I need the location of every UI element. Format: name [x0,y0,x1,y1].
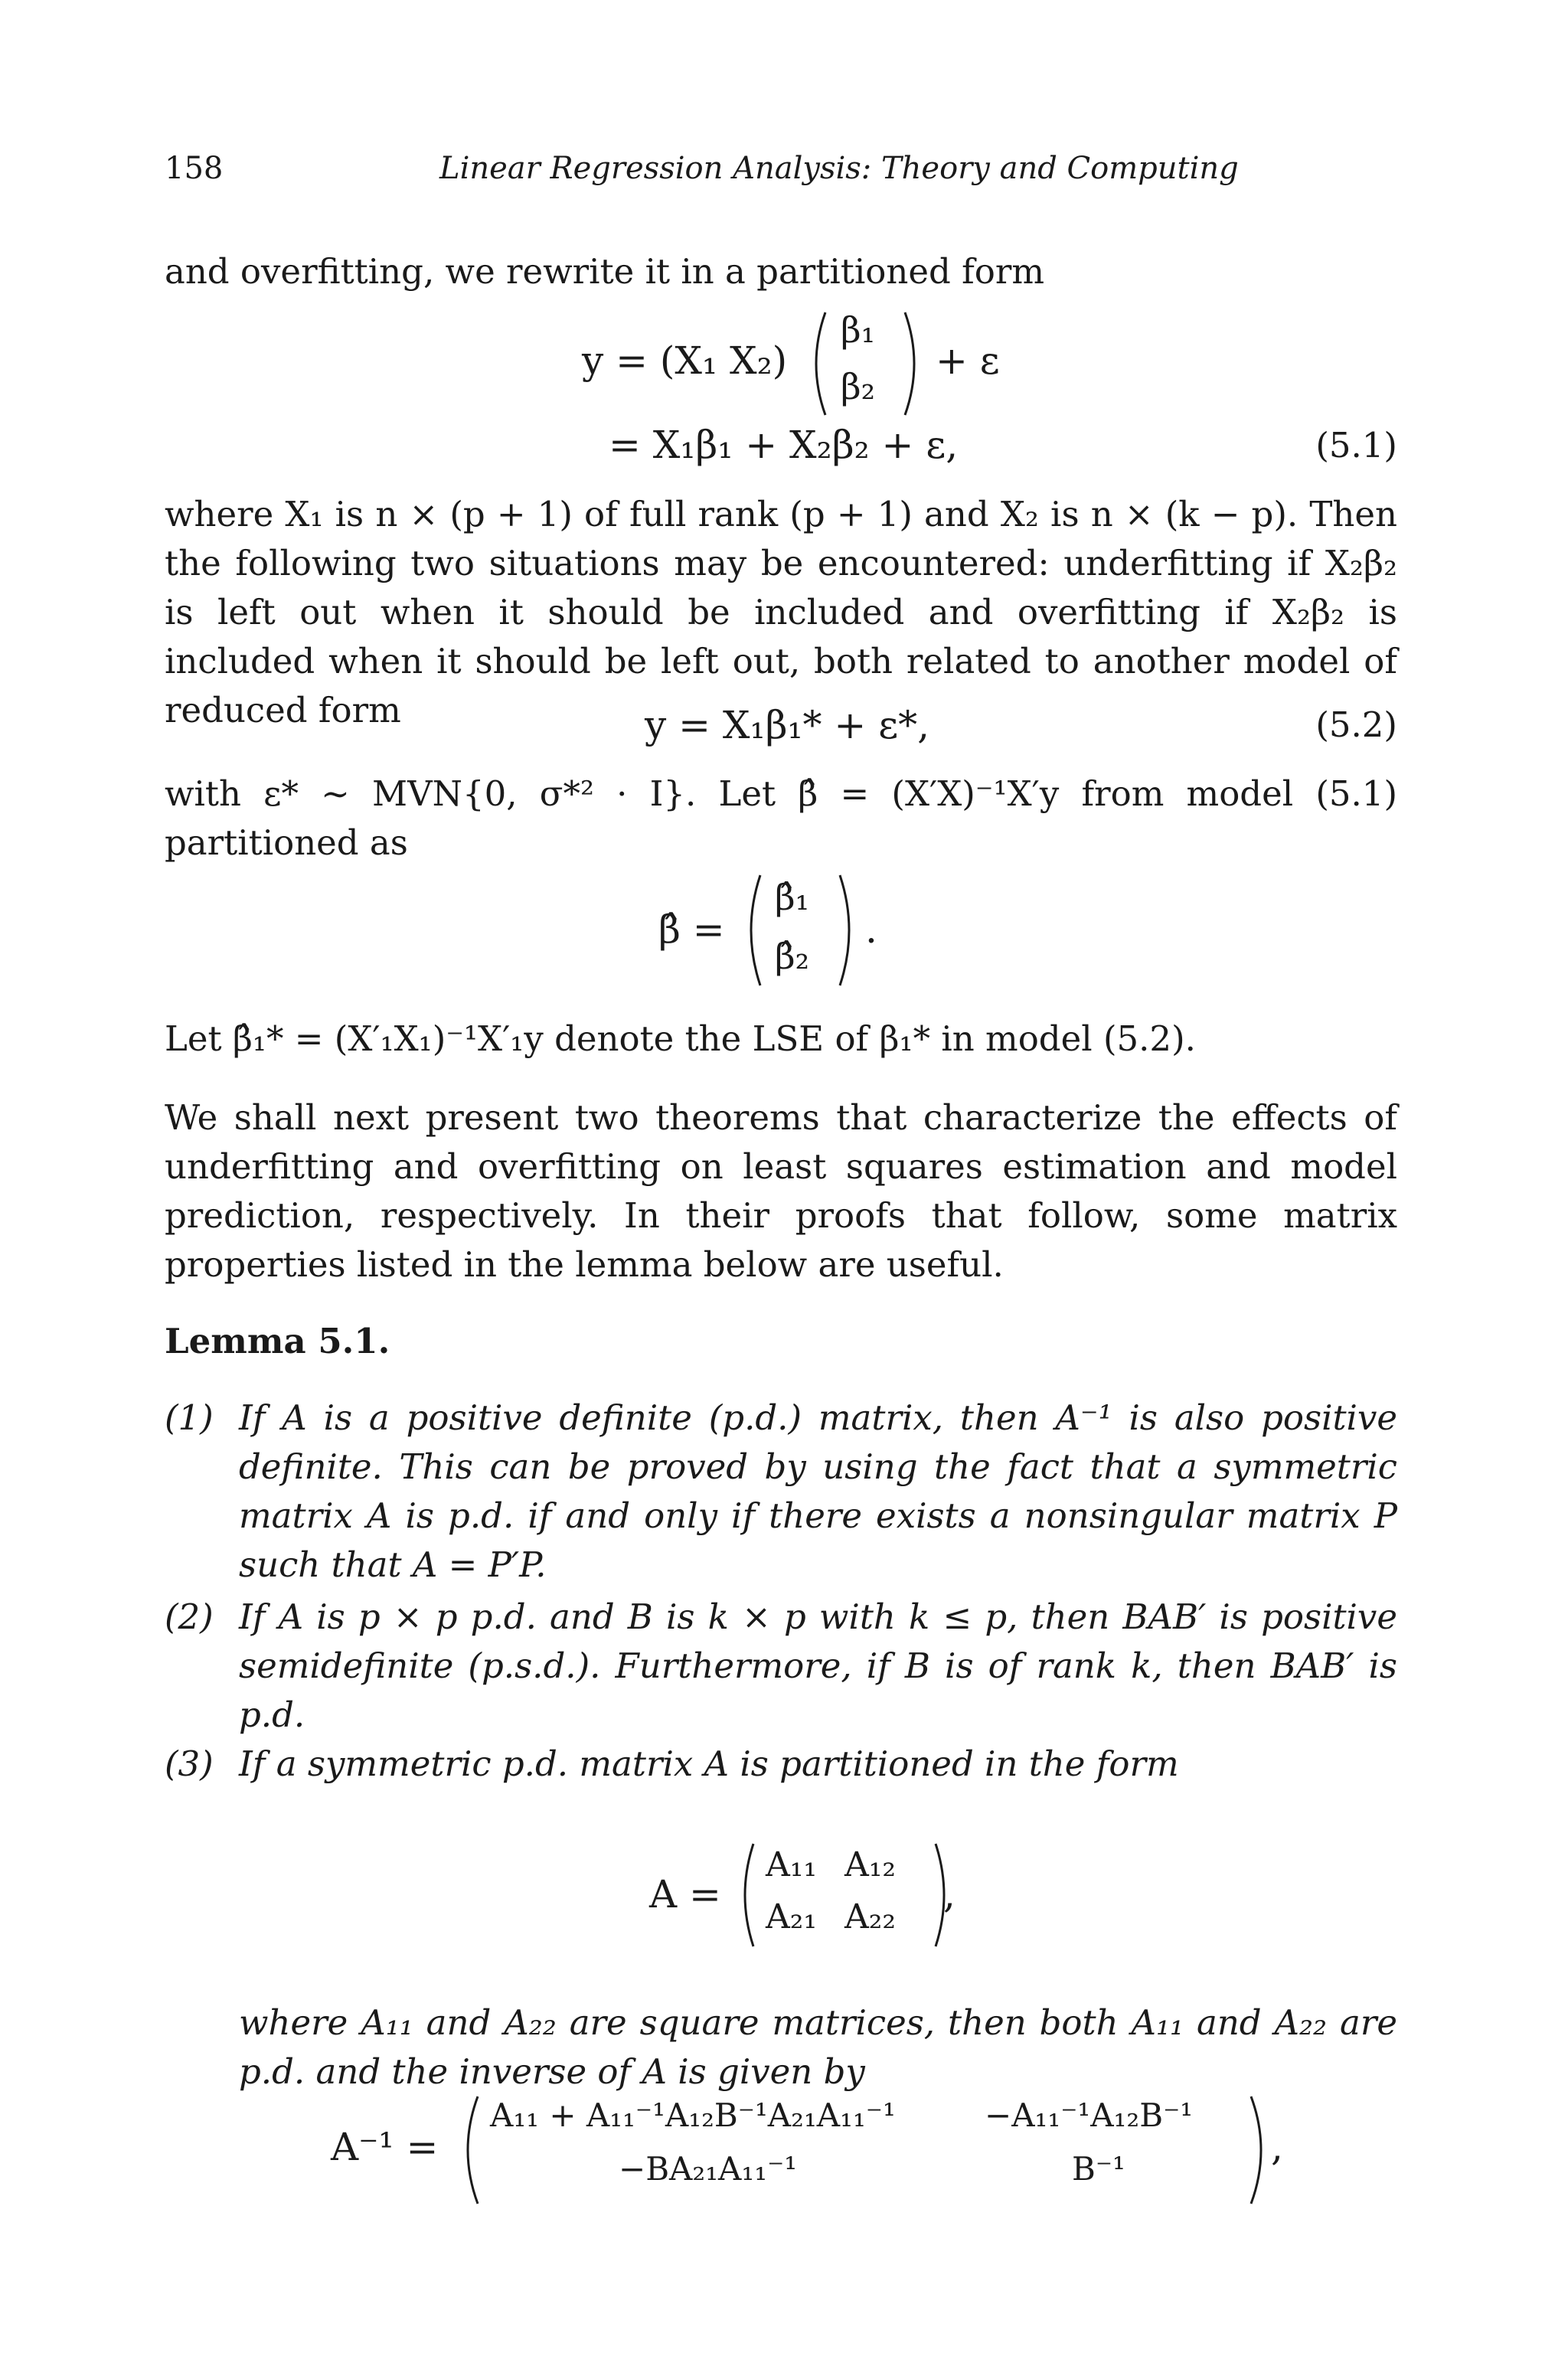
lemma-item-text: If A is p × p p.d. and B is k × p with k ≤ p, then BAB′ is positive semidefinite (p.s.d.). Furthermore, if B is of rank k, then BAB′ is p.d. [239,1596,1397,1735]
lse-sentence: Let β̂₁* = (X′₁X₁)⁻¹X′₁y denote the LSE of β₁* in model (5.2). [165,1018,1196,1059]
eq-5-1-line2: = X₁β₁ + X₂β₂ + ε, [609,423,959,467]
beta-hat-top: β̂₁ [775,877,810,918]
inverse-tail: , [1271,2125,1283,2169]
lemma-item-text: If a symmetric p.d. matrix A is partitioned in the form [239,1743,1179,1784]
lemma-item-label: (3) [165,1743,214,1784]
lemma-item-1 [165,1394,1397,1590]
lemma-item-3-cont-text: where A₁₁ and A₂₂ are square matrices, then both A₁₁ and A₂₂ are p.d. and the inverse of A is given by [239,2002,1397,2092]
paragraph-beta-hat: with ε* ∼ MVN{0, σ*² · I}. Let β̂ = (X′X)⁻¹X′y from model (5.1) partitioned as [165,773,1397,863]
lemma-title: Lemma 5.1. [165,1321,390,1361]
matrix-a12: A₁₂ [844,1845,897,1884]
lemma-item-3-continued [165,1998,1397,2096]
page-number: 158 [165,151,224,186]
matrix-a11: A₁₁ [766,1845,818,1884]
matrix-a22: A₂₂ [844,1897,897,1936]
lemma-item-label: (2) [165,1596,214,1637]
eq-5-1-number: (5.1) [1315,425,1397,466]
inverse-b22: B⁻¹ [1072,2150,1125,2188]
paragraph-underfitting: where X₁ is n × (p + 1) of full rank (p + 1) and X₂ is n × (k − p). Then the following two situations may be encountered: underfitting if X₂β₂ is left out when it should be included and overfitting if X₂β₂ is included when it should be left out, both related to another model of reduced form [165,494,1397,730]
eq-5-1-beta1: β₁ [841,309,876,351]
intro-line: and overfitting, we rewrite it in a partitioned form [165,251,1045,292]
lemma-item-3 [165,1740,1397,1789]
inverse-b12: −A₁₁⁻¹A₁₂B⁻¹ [985,2096,1194,2134]
inverse-lhs: A⁻¹ = [331,2125,439,2169]
lemma-item-label: (1) [165,1397,214,1438]
paragraph-theorems: We shall next present two theorems that characterize the effects of underfitting and overfitting on least squares estimation and model prediction, respectively. In their proofs that follow, some matrix properties listed in the lemma below are useful. [165,1097,1397,1285]
eq-5-2-text: y = X₁β₁* + ε*, [645,703,929,747]
lemma-item-text: If A is a positive definite (p.d.) matrix, then A⁻¹ is also positive definite. This can be proved by using the fact that a symmetric matrix A is p.d. if and only if there exists a nonsingular matrix P such that A = P′P. [239,1397,1397,1585]
inverse-b21: −BA₂₁A₁₁⁻¹ [619,2150,798,2188]
running-title: Linear Regression Analysis: Theory and Computing [439,151,1239,186]
inverse-b11: A₁₁ + A₁₁⁻¹A₁₂B⁻¹A₂₁A₁₁⁻¹ [490,2096,896,2134]
eq-5-2-number: (5.2) [1315,704,1397,745]
eq-5-1-line1-tail: + ε [936,338,1000,383]
eq-5-1-beta2: β₂ [841,366,876,407]
eq-5-1-line1-lhs: y = (X₁ X₂) [582,338,788,383]
matrix-a-tail: , [943,1872,956,1917]
beta-hat-lhs: β̂ = [658,907,725,952]
beta-hat-tail: . [865,907,877,952]
beta-hat-bottom: β̂₂ [775,936,810,977]
matrix-a21: A₂₁ [766,1897,818,1936]
lemma-item-2 [165,1593,1397,1740]
matrix-a-lhs: A = [649,1872,721,1917]
